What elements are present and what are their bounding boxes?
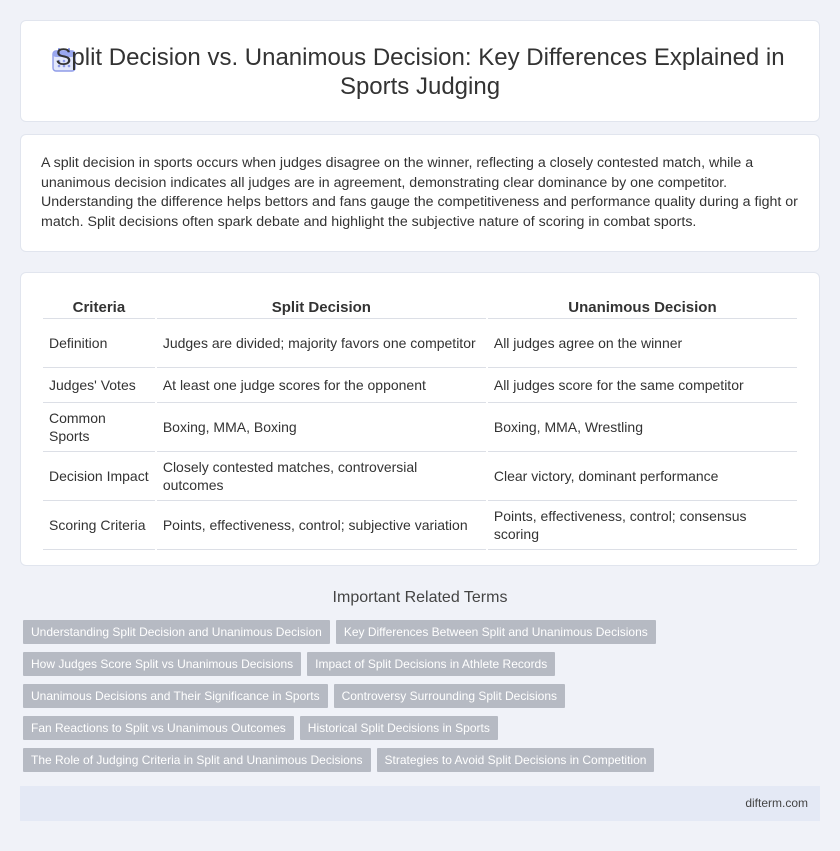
table-cell: Common Sports	[43, 403, 155, 452]
footer-site-link[interactable]: difterm.com	[745, 796, 808, 810]
table-row	[43, 452, 797, 501]
related-term-link[interactable]: Understanding Split Decision and Unanimous Decision	[23, 620, 330, 644]
related-term-link[interactable]: Fan Reactions to Split vs Unanimous Outcomes	[23, 716, 294, 740]
tag-row	[23, 684, 813, 716]
table-cell: Boxing, MMA, Boxing	[157, 403, 486, 452]
intro-card	[20, 134, 820, 252]
table-cell: Judges' Votes	[43, 368, 155, 403]
table-header-row	[43, 295, 797, 319]
table-cell: All judges score for the same competitor	[488, 368, 797, 403]
comparison-card	[20, 272, 820, 566]
tag-row	[23, 748, 813, 780]
table-cell: Clear victory, dominant performance	[488, 452, 797, 501]
table-row	[43, 319, 797, 368]
intro-text: A split decision in sports occurs when judges disagree on the winner, reflecting a closely contested match, while a unanimous decision indicates all judges are in agreement, demonstrating clear dominance by one competitor. Understanding the difference helps bettors and fans gauge the competitiveness and performance quality during a fight or match. Split decisions often spark debate and highlight the subjective nature of scoring in combat sports.	[41, 155, 798, 230]
header-card	[20, 20, 820, 122]
page-title: Split Decision vs. Unanimous Decision: Key Differences Explained in Sports Judging	[55, 44, 785, 100]
tag-row	[23, 716, 813, 748]
related-term-link[interactable]: The Role of Judging Criteria in Split and Unanimous Decisions	[23, 748, 371, 772]
related-term-link[interactable]: Unanimous Decisions and Their Significance in Sports	[23, 684, 328, 708]
related-term-link[interactable]: Controversy Surrounding Split Decisions	[334, 684, 565, 708]
related-term-link[interactable]: Strategies to Avoid Split Decisions in Competition	[377, 748, 655, 772]
table-cell: Definition	[43, 319, 155, 368]
header-criteria: Criteria	[43, 295, 155, 319]
table-cell: Boxing, MMA, Wrestling	[488, 403, 797, 452]
header-unanimous-decision: Unanimous Decision	[488, 295, 797, 319]
related-terms-title: Important Related Terms	[332, 589, 508, 606]
table-cell: Judges are divided; majority favors one competitor	[157, 319, 486, 368]
table-cell: Decision Impact	[43, 452, 155, 501]
related-terms-list	[23, 620, 813, 780]
related-term-link[interactable]: Historical Split Decisions in Sports	[300, 716, 498, 740]
tag-row	[23, 652, 813, 684]
table-row	[43, 501, 797, 550]
related-term-link[interactable]: Impact of Split Decisions in Athlete Records	[307, 652, 555, 676]
table-row	[43, 368, 797, 403]
footer	[20, 786, 820, 821]
table-cell: All judges agree on the winner	[488, 319, 797, 368]
table-cell: Closely contested matches, controversial outcomes	[157, 452, 486, 501]
related-term-link[interactable]: Key Differences Between Split and Unanimous Decisions	[336, 620, 656, 644]
table-cell: Points, effectiveness, control; consensus scoring	[488, 501, 797, 550]
table-cell: Points, effectiveness, control; subjective variation	[157, 501, 486, 550]
header-split-decision: Split Decision	[157, 295, 486, 319]
comparison-table	[41, 295, 799, 550]
table-row	[43, 403, 797, 452]
table-cell: At least one judge scores for the opponent	[157, 368, 486, 403]
related-term-link[interactable]: How Judges Score Split vs Unanimous Decisions	[23, 652, 301, 676]
tag-row	[23, 620, 813, 652]
table-cell: Scoring Criteria	[43, 501, 155, 550]
